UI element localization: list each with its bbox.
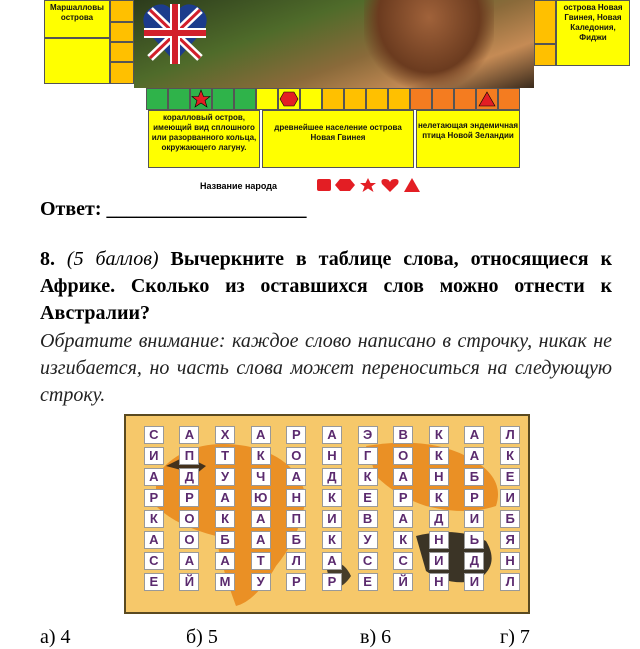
letter-grid-panel bbox=[124, 414, 530, 614]
grid-cell[interactable] bbox=[172, 487, 208, 508]
grid-letter: И bbox=[500, 489, 520, 507]
grid-row bbox=[136, 424, 528, 445]
grid-letter: И bbox=[322, 510, 342, 528]
crossword-cell bbox=[44, 38, 110, 84]
grid-cell[interactable] bbox=[350, 571, 386, 592]
crossword-cell bbox=[110, 0, 134, 22]
legend-shapes bbox=[316, 177, 436, 193]
grid-cell[interactable] bbox=[350, 550, 386, 571]
crossword-cell bbox=[344, 88, 366, 110]
grid-cell[interactable] bbox=[385, 550, 421, 571]
grid-letter: А bbox=[464, 447, 484, 465]
grid-cell[interactable] bbox=[457, 571, 493, 592]
clue-bird: нелетающая эндемичная птица Новой Зеландии bbox=[417, 121, 519, 140]
grid-letter: С bbox=[393, 552, 413, 570]
crossword-cell bbox=[110, 22, 134, 42]
grid-letter: К bbox=[144, 510, 164, 528]
grid-letter: Т bbox=[251, 552, 271, 570]
crossword-cell bbox=[322, 88, 344, 110]
crossword-cell bbox=[190, 88, 212, 110]
grid-cell[interactable] bbox=[279, 508, 315, 529]
grid-cell[interactable] bbox=[207, 508, 243, 529]
grid-letter: Б bbox=[464, 468, 484, 486]
hexagon-icon bbox=[279, 89, 299, 109]
crossword-cell bbox=[300, 88, 322, 110]
grid-letter: Т bbox=[215, 447, 235, 465]
grid-cell[interactable] bbox=[457, 424, 493, 445]
grid-cell[interactable] bbox=[421, 571, 457, 592]
grid-cell[interactable] bbox=[172, 466, 208, 487]
grid-letter: К bbox=[500, 447, 520, 465]
grid-cell[interactable] bbox=[314, 487, 350, 508]
grid-letter: У bbox=[251, 573, 271, 591]
grid-cell[interactable] bbox=[243, 550, 279, 571]
grid-cell[interactable] bbox=[279, 550, 315, 571]
crossword-cell bbox=[498, 88, 520, 110]
grid-letter: Н bbox=[429, 531, 449, 549]
clue-box-bird bbox=[416, 110, 520, 168]
grid-letter: О bbox=[286, 447, 306, 465]
grid-cell[interactable] bbox=[279, 529, 315, 550]
grid-cell[interactable] bbox=[492, 508, 528, 529]
grid-cell[interactable] bbox=[136, 445, 172, 466]
grid-cell[interactable] bbox=[492, 445, 528, 466]
grid-letter: А bbox=[322, 426, 342, 444]
grid-cell[interactable] bbox=[314, 571, 350, 592]
grid-cell[interactable] bbox=[492, 571, 528, 592]
grid-cell[interactable] bbox=[457, 508, 493, 529]
grid-letter: Е bbox=[358, 489, 378, 507]
grid-letter: С bbox=[144, 426, 164, 444]
grid-cell[interactable] bbox=[421, 424, 457, 445]
grid-cell[interactable] bbox=[314, 550, 350, 571]
crossword-cell bbox=[110, 42, 134, 62]
grid-cell[interactable] bbox=[421, 529, 457, 550]
grid-cell[interactable] bbox=[350, 466, 386, 487]
grid-letter: К bbox=[322, 489, 342, 507]
grid-cell[interactable] bbox=[136, 487, 172, 508]
grid-letter: Б bbox=[500, 510, 520, 528]
grid-letter: И bbox=[429, 552, 449, 570]
grid-cell[interactable] bbox=[421, 550, 457, 571]
grid-letter: А bbox=[179, 552, 199, 570]
grid-letter: Й bbox=[393, 573, 413, 591]
grid-letter: О bbox=[179, 510, 199, 528]
grid-letter: Н bbox=[286, 489, 306, 507]
grid-letter: П bbox=[286, 510, 306, 528]
grid-letter: А bbox=[179, 426, 199, 444]
grid-cell[interactable] bbox=[385, 445, 421, 466]
grid-letter: Н bbox=[429, 573, 449, 591]
grid-letter: А bbox=[215, 489, 235, 507]
crossword-cell bbox=[454, 88, 476, 110]
star-icon bbox=[191, 89, 211, 109]
clue-box-islands bbox=[556, 0, 630, 66]
grid-letter: К bbox=[429, 447, 449, 465]
crossword-cell bbox=[234, 88, 256, 110]
question-number: 8. bbox=[40, 248, 55, 270]
grid-letter: А bbox=[464, 426, 484, 444]
question-block bbox=[40, 246, 612, 327]
grid-letter: Э bbox=[358, 426, 378, 444]
grid-letter: К bbox=[251, 447, 271, 465]
grid-letter: Р bbox=[393, 489, 413, 507]
grid-cell[interactable] bbox=[385, 466, 421, 487]
grid-letter: Е bbox=[500, 468, 520, 486]
grid-cell[interactable] bbox=[172, 445, 208, 466]
grid-cell[interactable] bbox=[492, 466, 528, 487]
clue-box-marshall bbox=[44, 0, 110, 38]
grid-letter: Н bbox=[429, 468, 449, 486]
grid-cell[interactable] bbox=[492, 529, 528, 550]
grid-letter: А bbox=[144, 468, 164, 486]
grid-cell[interactable] bbox=[136, 466, 172, 487]
clue-box-ancient bbox=[262, 110, 414, 168]
grid-cell[interactable] bbox=[492, 424, 528, 445]
grid-cell[interactable] bbox=[243, 424, 279, 445]
grid-letter: А bbox=[286, 468, 306, 486]
question-text: Вычеркните в таблице слова, относящиеся к Африке. Сколько из оставшихся слов можно отнести к Австралии? bbox=[40, 248, 613, 324]
grid-cell[interactable] bbox=[385, 571, 421, 592]
grid-cell[interactable] bbox=[492, 550, 528, 571]
grid-letter: Р bbox=[322, 573, 342, 591]
option-a[interactable]: а) 4 bbox=[40, 626, 71, 648]
grid-cell[interactable] bbox=[279, 445, 315, 466]
crossword-cell bbox=[110, 62, 134, 84]
clue-box-coral bbox=[148, 110, 260, 168]
grid-cell[interactable] bbox=[207, 571, 243, 592]
grid-letter: Б bbox=[286, 531, 306, 549]
grid-letter: Л bbox=[500, 573, 520, 591]
letter-table bbox=[136, 424, 528, 592]
grid-letter: У bbox=[358, 531, 378, 549]
grid-cell[interactable] bbox=[421, 508, 457, 529]
grid-cell[interactable] bbox=[279, 466, 315, 487]
question-note: Обратите внимание: каждое слово написано в строчку, никак не изгибается, но часть слова может переноситься на следующую строку. bbox=[40, 330, 612, 406]
grid-letter: Р bbox=[464, 489, 484, 507]
grid-cell[interactable] bbox=[172, 424, 208, 445]
grid-cell[interactable] bbox=[279, 424, 315, 445]
clue-coral: коралловый остров, имеющий вид сплошного или разорванного кольца, окружающего лагуну. bbox=[151, 113, 257, 152]
crossword-cell bbox=[410, 88, 432, 110]
grid-letter: Й bbox=[179, 573, 199, 591]
grid-letter: Д bbox=[179, 468, 199, 486]
grid-letter: Р bbox=[179, 489, 199, 507]
legend-star-icon bbox=[360, 178, 376, 192]
grid-cell[interactable] bbox=[243, 445, 279, 466]
grid-row bbox=[136, 529, 528, 550]
grid-cell[interactable] bbox=[385, 424, 421, 445]
grid-cell[interactable] bbox=[457, 466, 493, 487]
grid-cell[interactable] bbox=[207, 445, 243, 466]
option-v[interactable]: в) 6 bbox=[360, 626, 392, 648]
grid-cell[interactable] bbox=[457, 445, 493, 466]
grid-letter: Р bbox=[286, 573, 306, 591]
grid-letter: К bbox=[215, 510, 235, 528]
grid-cell[interactable] bbox=[172, 529, 208, 550]
grid-cell[interactable] bbox=[350, 487, 386, 508]
crossword-cell bbox=[534, 0, 556, 44]
grid-cell[interactable] bbox=[243, 529, 279, 550]
grid-letter: Н bbox=[500, 552, 520, 570]
grid-letter: А bbox=[144, 531, 164, 549]
grid-letter: Ч bbox=[251, 468, 271, 486]
grid-cell[interactable] bbox=[385, 529, 421, 550]
grid-cell[interactable] bbox=[350, 445, 386, 466]
legend-hexagon-icon bbox=[335, 179, 355, 191]
grid-row bbox=[136, 550, 528, 571]
grid-cell[interactable] bbox=[207, 466, 243, 487]
grid-letter: Ю bbox=[251, 489, 271, 507]
grid-cell[interactable] bbox=[350, 508, 386, 529]
grid-letter: П bbox=[179, 447, 199, 465]
grid-letter: С bbox=[358, 552, 378, 570]
grid-letter: К bbox=[358, 468, 378, 486]
grid-letter: М bbox=[215, 573, 235, 591]
grid-letter: О bbox=[179, 531, 199, 549]
grid-letter: Ь bbox=[464, 531, 484, 549]
grid-cell[interactable] bbox=[314, 529, 350, 550]
grid-letter: И bbox=[144, 447, 164, 465]
grid-cell[interactable] bbox=[136, 508, 172, 529]
grid-cell[interactable] bbox=[314, 466, 350, 487]
grid-cell[interactable] bbox=[385, 508, 421, 529]
grid-letter: А bbox=[393, 510, 413, 528]
grid-cell[interactable] bbox=[136, 424, 172, 445]
crossword-cell bbox=[168, 88, 190, 110]
grid-cell[interactable] bbox=[350, 529, 386, 550]
legend-label: Название народа bbox=[200, 181, 278, 191]
grid-cell[interactable] bbox=[385, 487, 421, 508]
crossword-cell bbox=[212, 88, 234, 110]
crossword-cell bbox=[146, 88, 168, 110]
grid-letter: Е bbox=[144, 573, 164, 591]
grid-letter: Я bbox=[500, 531, 520, 549]
grid-letter: Л bbox=[286, 552, 306, 570]
grid-letter: Р bbox=[286, 426, 306, 444]
crossword-cell bbox=[534, 44, 556, 66]
grid-row bbox=[136, 487, 528, 508]
grid-letter: А bbox=[251, 510, 271, 528]
clue-marshall: Маршалловы острова bbox=[50, 3, 104, 22]
uk-flag-heart-icon bbox=[140, 0, 210, 70]
grid-letter: А bbox=[393, 468, 413, 486]
grid-cell[interactable] bbox=[314, 424, 350, 445]
question-points: (5 баллов) bbox=[66, 248, 159, 270]
grid-letter: А bbox=[215, 552, 235, 570]
grid-cell[interactable] bbox=[207, 529, 243, 550]
grid-letter: Х bbox=[215, 426, 235, 444]
grid-letter: К bbox=[393, 531, 413, 549]
photo bbox=[134, 0, 534, 88]
crossword-cell bbox=[256, 88, 278, 110]
grid-cell[interactable] bbox=[207, 487, 243, 508]
crossword-cell bbox=[476, 88, 498, 110]
grid-cell[interactable] bbox=[421, 445, 457, 466]
grid-row bbox=[136, 508, 528, 529]
grid-cell[interactable] bbox=[457, 550, 493, 571]
crossword-cell bbox=[278, 88, 300, 110]
grid-cell[interactable] bbox=[207, 424, 243, 445]
grid-cell[interactable] bbox=[243, 487, 279, 508]
grid-letter: А bbox=[322, 552, 342, 570]
grid-cell[interactable] bbox=[243, 508, 279, 529]
grid-row bbox=[136, 466, 528, 487]
option-b[interactable]: б) 5 bbox=[186, 626, 218, 648]
crossword-cell bbox=[388, 88, 410, 110]
grid-letter: Б bbox=[215, 531, 235, 549]
grid-letter: И bbox=[464, 573, 484, 591]
grid-letter: А bbox=[251, 426, 271, 444]
grid-row bbox=[136, 445, 528, 466]
grid-letter: Е bbox=[358, 573, 378, 591]
grid-letter: Г bbox=[358, 447, 378, 465]
grid-cell[interactable] bbox=[492, 487, 528, 508]
legend-heart-icon bbox=[381, 179, 398, 192]
answer-line[interactable]: Ответ: ____________________ bbox=[40, 198, 307, 220]
grid-letter: С bbox=[144, 552, 164, 570]
grid-letter: Н bbox=[322, 447, 342, 465]
crossword-cell bbox=[432, 88, 454, 110]
grid-cell[interactable] bbox=[457, 529, 493, 550]
grid-cell[interactable] bbox=[243, 466, 279, 487]
grid-cell[interactable] bbox=[172, 508, 208, 529]
clue-ancient: древнейшее население острова Новая Гвинея bbox=[274, 123, 402, 142]
grid-letter: К bbox=[429, 489, 449, 507]
grid-cell[interactable] bbox=[457, 487, 493, 508]
crossword-illustration bbox=[40, 0, 630, 200]
grid-letter: А bbox=[251, 531, 271, 549]
option-g[interactable]: г) 7 bbox=[500, 626, 530, 648]
grid-cell[interactable] bbox=[421, 466, 457, 487]
grid-letter: В bbox=[358, 510, 378, 528]
grid-cell[interactable] bbox=[243, 571, 279, 592]
grid-cell[interactable] bbox=[136, 550, 172, 571]
grid-cell[interactable] bbox=[314, 508, 350, 529]
grid-letter: У bbox=[215, 468, 235, 486]
triangle-icon bbox=[477, 89, 497, 109]
grid-cell[interactable] bbox=[207, 550, 243, 571]
grid-cell[interactable] bbox=[421, 487, 457, 508]
grid-cell[interactable] bbox=[172, 571, 208, 592]
grid-letter: Д bbox=[322, 468, 342, 486]
grid-letter: Р bbox=[144, 489, 164, 507]
grid-cell[interactable] bbox=[279, 571, 315, 592]
grid-letter: К bbox=[322, 531, 342, 549]
grid-letter: Л bbox=[500, 426, 520, 444]
legend-square-icon bbox=[317, 179, 331, 191]
grid-cell[interactable] bbox=[136, 529, 172, 550]
grid-cell[interactable] bbox=[350, 424, 386, 445]
grid-cell[interactable] bbox=[314, 445, 350, 466]
grid-letter: К bbox=[429, 426, 449, 444]
person-silhouette bbox=[364, 0, 494, 88]
grid-letter: О bbox=[393, 447, 413, 465]
grid-row bbox=[136, 571, 528, 592]
grid-cell[interactable] bbox=[136, 571, 172, 592]
grid-letter: Д bbox=[429, 510, 449, 528]
grid-letter: В bbox=[393, 426, 413, 444]
clue-islands: острова Новая Гвинея, Новая Каледония, Фиджи bbox=[563, 3, 623, 42]
legend-triangle-icon bbox=[404, 178, 420, 192]
grid-letter: Д bbox=[464, 552, 484, 570]
grid-cell[interactable] bbox=[279, 487, 315, 508]
grid-letter: И bbox=[464, 510, 484, 528]
crossword-cell bbox=[366, 88, 388, 110]
grid-cell[interactable] bbox=[172, 550, 208, 571]
